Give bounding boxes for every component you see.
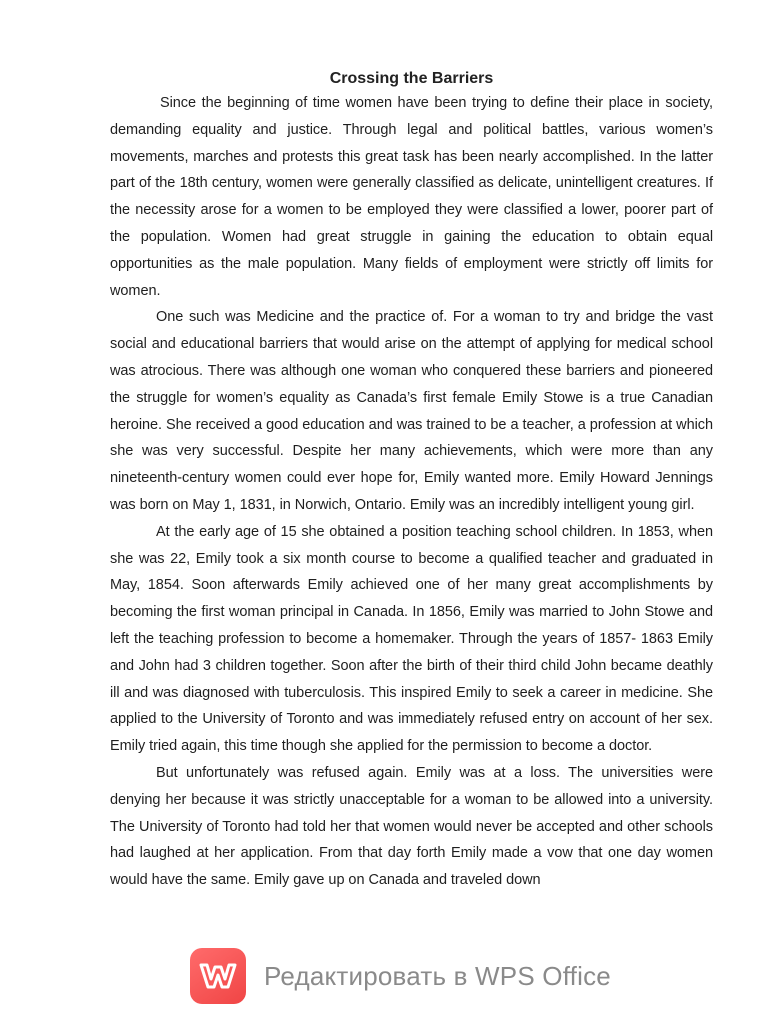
- document-page: [110, 68, 713, 894]
- paragraph: Since the beginning of time women have been trying to define their place in society, demanding equality and justice. Through legal and political battles, various women’s movements, marches and protests this great task has been nearly accomplished. In the latter part of the 18th century, women were generally classified as delicate, unintelligent creatures. If the necessity arose for a women to be employed they were classified a lower, poorer part of the population. Women had great struggle in gaining the education to obtain equal opportunities as the male population. Many fields of employment were strictly off limits for women.: [110, 95, 713, 299]
- wps-office-logo-icon: [190, 948, 246, 1004]
- document-title: Crossing the Barriers: [329, 70, 494, 87]
- paragraph: At the early age of 15 she obtained a position teaching school children. In 1853, when she was 22, Emily took a six month course to become a qualified teacher and graduated in May, 1854. Soon afterwards Emily achieved one of her many great accomplishments by becoming the first woman principal in Canada. In 1856, Emily was married to John Stowe and left the teaching profession to become a homemaker. Through the years of 1857- 1863 Emily and John had 3 children together. Soon after the birth of their third child John became deathly ill and was diagnosed with tuberculosis. This inspired Emily to seek a career in medicine. She applied to the University of Toronto and was immediately refused entry on account of her sex. Emily tried again, this time though she applied for the permission to become a doctor.: [110, 523, 713, 755]
- edit-in-wps-banner[interactable]: [190, 948, 611, 1004]
- paragraph: One such was Medicine and the practice of. For a woman to try and bridge the vast social and educational barriers that would arise on the attempt of applying for medical school was atrocious. There was although one woman who conquered these barriers and pioneered the struggle for women’s equality as Canada’s first female Emily Stowe is a true Canadian heroine. She received a good education and was trained to be a teacher, a profession at which she was very successful. Despite her many achievements, which were more than any nineteenth-century women could ever hope for, Emily wanted more. Emily Howard Jennings was born on May 1, 1831, in Norwich, Ontario. Emily was an incredibly intelligent young girl.: [110, 309, 713, 513]
- paragraph: But unfortunately was refused again. Emily was at a loss. The universities were denying her because it was strictly unacceptable for a woman to be allowed into a university. The University of Toronto had told her that women would never be accepted and other schools had laughed at her application. From that day forth Emily made a vow that one day women would have the same. Emily gave up on Canada and traveled down: [110, 764, 713, 889]
- edit-in-wps-label[interactable]: Редактировать в WPS Office: [264, 960, 611, 991]
